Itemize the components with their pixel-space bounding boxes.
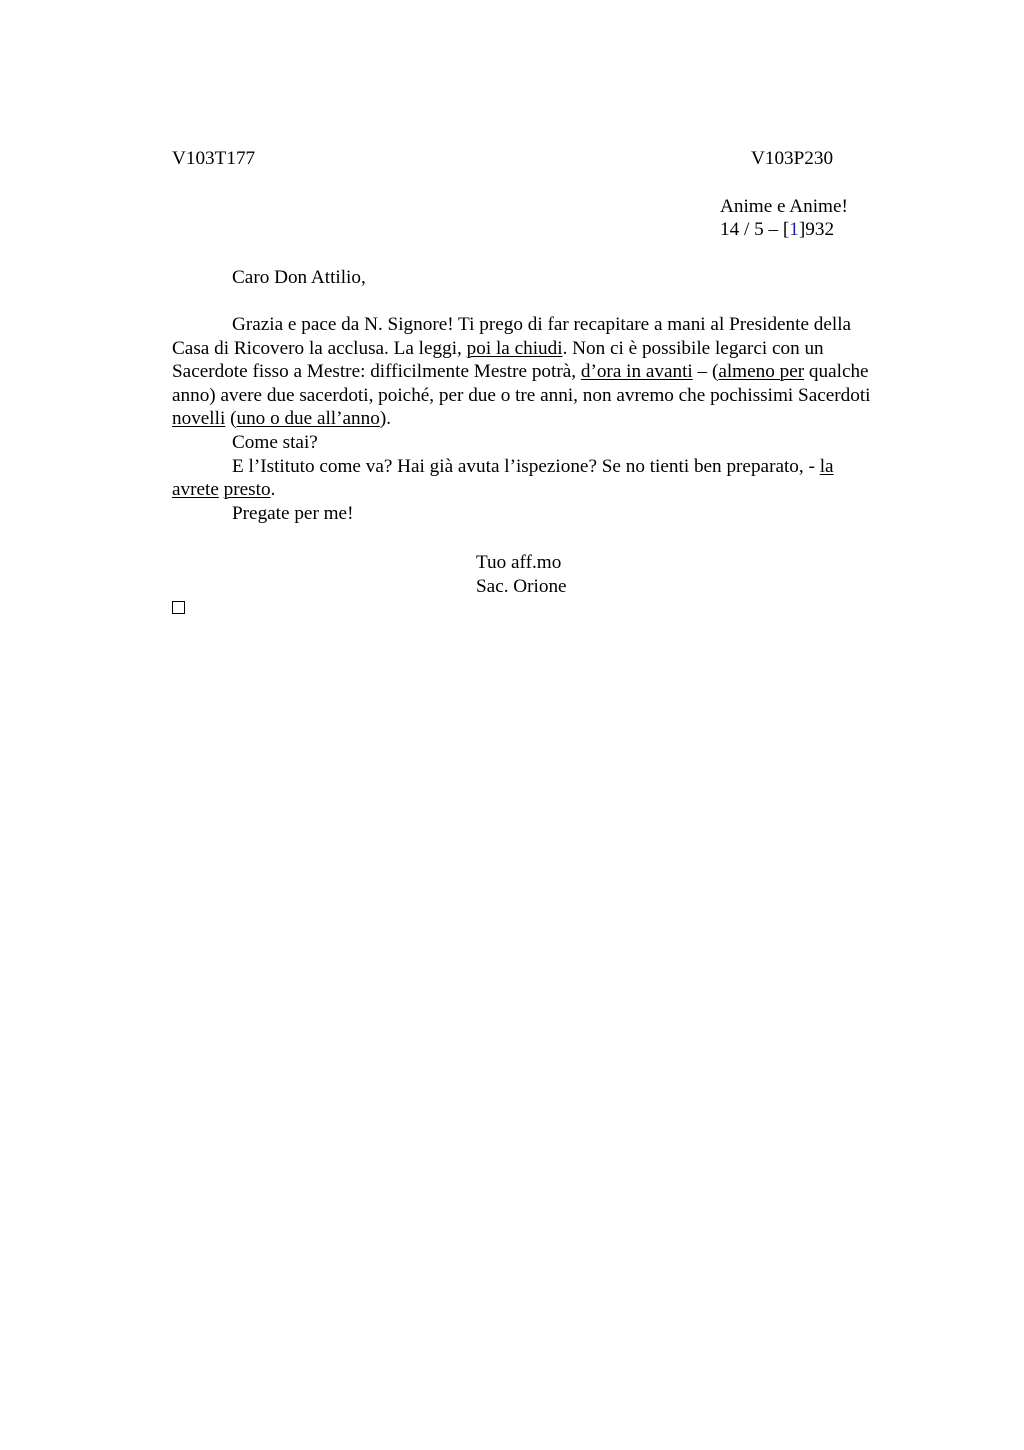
underlined-text: uno o due all’anno [236, 408, 380, 430]
paragraph-1-line-4: anno) avere due sacerdoti, poiché, per due o tre anni, non avremo che pochissimi Sacerdoti [172, 384, 871, 406]
paragraph-1-line-1: Grazia e pace da N. Signore! Ti prego di far recapitare a mani al Presidente della [232, 314, 852, 335]
underlined-text: la [819, 455, 834, 477]
underlined-text: poi la chiudi [466, 337, 563, 359]
text-segment: Sacerdote fisso a Mestre: difficilmente Mestre potrà, [172, 361, 581, 383]
date-bracket-digit: 1 [789, 219, 799, 240]
underlined-text: novelli [172, 408, 226, 430]
letter-date [720, 218, 834, 242]
text-segment: ). [379, 408, 392, 430]
paragraph-1-line-2 [172, 337, 932, 361]
text-segment: . [270, 479, 276, 501]
paragraph-1-line-3 [172, 360, 932, 384]
underlined-text: d’ora in avanti [580, 361, 693, 383]
closing: Tuo aff.mo [476, 552, 562, 573]
paragraph-2: Come stai? [232, 431, 318, 453]
letter-body [172, 313, 932, 525]
paragraph-4: Pregate per me! [232, 502, 354, 524]
text-segment: ( [225, 408, 237, 430]
underlined-text: almeno per [718, 361, 805, 383]
signature: Sac. Orione [476, 576, 567, 597]
text-segment: . Non ci è possibile legarci con un [562, 337, 824, 359]
text-segment: – ( [692, 361, 719, 383]
text-segment: E l’Istituto come va? Hai già avuta l’ispezione? Se no tienti ben preparato, - [232, 455, 820, 477]
text-segment: qualche [804, 361, 869, 383]
text-segment: Casa di Ricovero la acclusa. La leggi, [172, 337, 467, 359]
archive-code-left: V103T177 [172, 148, 256, 169]
paragraph-3-line-1 [172, 455, 932, 479]
salutation: Caro Don Attilio, [232, 267, 366, 288]
letter-heading: Anime e Anime! [720, 196, 848, 217]
underlined-text: presto [223, 479, 271, 501]
paragraph-3-line-2 [172, 478, 932, 502]
checkbox-square-icon [172, 601, 185, 614]
paragraph-1-line-5 [172, 407, 932, 431]
archive-code-right: V103P230 [751, 148, 834, 169]
date-suffix: ]932 [798, 219, 835, 240]
date-prefix: 14 / 5 – [ [720, 219, 790, 240]
underlined-text: avrete [172, 479, 219, 501]
